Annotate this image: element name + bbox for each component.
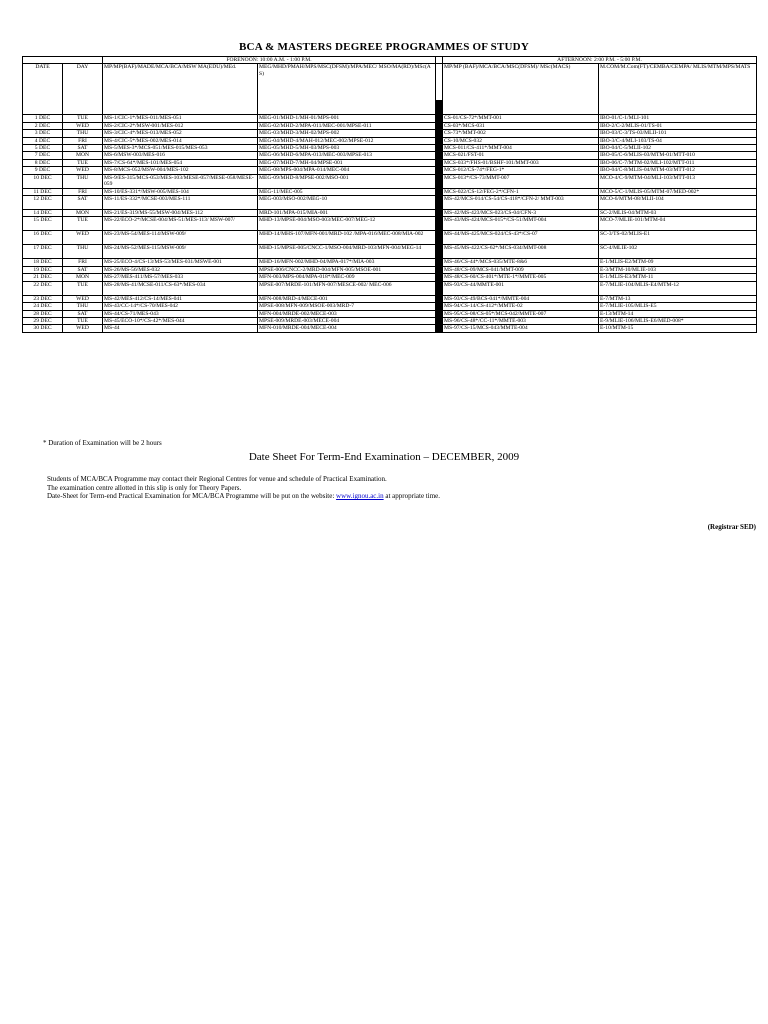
day-cell: THU xyxy=(63,174,103,188)
date-cell: 10 DEC xyxy=(23,174,63,188)
separator-cell xyxy=(436,281,443,295)
table-row xyxy=(23,325,757,332)
afternoon-group1-cell: MS-94/CS-14/CS-412*/MMTE-02 xyxy=(443,303,599,310)
forenoon-group1-cell: MS-22/ECO-2*/MCSE-004/MS-51/MES-113/ MSW-007/ xyxy=(103,217,258,231)
separator-cell xyxy=(436,245,443,259)
forenoon-group2-cell: MFN-010/MRDE-004/MECE-004 xyxy=(258,325,436,332)
forenoon-group2-cell: MEG-03/MHD-3/MH-02/MPS-002 xyxy=(258,130,436,137)
date-cell: 1 DEC xyxy=(23,115,63,122)
day-cell: MON xyxy=(63,152,103,159)
forenoon-session-header: FORENOON: 10:00 A.M. - 1:00 P.M. xyxy=(103,57,436,64)
afternoon-group1-cell: MS-48/CS-09/MCS-041/MMT-009 xyxy=(443,266,599,273)
forenoon-group1-cell: MS-42/MES-412/CS-14/MES-041 xyxy=(103,295,258,302)
afternoon-group2-cell: IBO-01/C-1/MLI-101 xyxy=(599,115,757,122)
forenoon-group1-cell: MS-44/CS-71/MES-043 xyxy=(103,310,258,317)
table-row xyxy=(23,259,757,266)
forenoon-group1-cell: MS-5/MES-3*/MCS-051/MES-015/MES-053 xyxy=(103,145,258,152)
forenoon-group1-cell: MS-21/ES-319/MS-55/MSW-004/MES-112 xyxy=(103,210,258,217)
forenoon-group1-cell: MS-1/CIC-1*/MES-011/MES-051 xyxy=(103,115,258,122)
day-cell: WED xyxy=(63,295,103,302)
table-row xyxy=(23,167,757,174)
table-row xyxy=(23,303,757,310)
forenoon-group1-cell: MS-6/MSW-003/MES-016 xyxy=(103,152,258,159)
forenoon-group2-cell: MEG-07/MHD-7/MH-04/MPSE-001 xyxy=(258,159,436,166)
forenoon-group2-cell: MEG-11/MEC-005 xyxy=(258,188,436,195)
table-row xyxy=(23,245,757,259)
blank-header-cell xyxy=(23,57,103,64)
afternoon-group1-cell: MS-42/MS-423/MCS-023/CS-04/CFN-3 xyxy=(443,210,599,217)
day-cell: TUE xyxy=(63,159,103,166)
afternoon-group2-cell: E-13/MTM-14 xyxy=(599,310,757,317)
instruction-line-3 xyxy=(47,492,747,501)
afternoon-group1-cell: MS-95/CS-08/CS-05*/MCS-042/MMTE-007 xyxy=(443,310,599,317)
separator-header-cell xyxy=(436,57,443,64)
separator-cell xyxy=(436,115,443,122)
separator-cell xyxy=(436,310,443,317)
forenoon-group1-cell: MS-24/MS-52/MES-115/MSW-009/ xyxy=(103,245,258,259)
instruction-line-2: The examination centre allotted in this slip is only for Theory Papers. xyxy=(47,483,242,492)
date-cell: 21 DEC xyxy=(23,274,63,281)
forenoon-group1-cell: MS-25/ECO-4/CS-13/MS-53/MES-031/MSWE-001 xyxy=(103,259,258,266)
forenoon-group1-header: MP/MP(BAF)/MADE/MCA/BCA/MSW MA(EDU)/MEd. xyxy=(103,64,258,115)
instruction-line-1: Students of MCA/BCA Programme may contact their Regional Centres for venue and schedule of Practical Examination. xyxy=(47,475,387,483)
forenoon-group2-cell: MEG-08/MPS-004/MPA-014/MEC-004 xyxy=(258,167,436,174)
separator-cell xyxy=(436,266,443,273)
table-row xyxy=(23,115,757,122)
afternoon-group1-cell: MS-93/CS-44/MMTE-001 xyxy=(443,281,599,295)
separator-cell xyxy=(436,317,443,324)
separator-cell xyxy=(436,274,443,281)
afternoon-group2-cell: SC-2/MLIS-04/MTM-03 xyxy=(599,210,757,217)
separator-cell xyxy=(436,122,443,129)
forenoon-group2-cell: MHD-15/MPSE-005/CNCC-1/MSO-004/MRD-103/MFN-004/MEG-14 xyxy=(258,245,436,259)
separator-cell xyxy=(436,145,443,152)
afternoon-group2-cell: E-1/MLIS-E2/MTM-09 xyxy=(599,259,757,266)
afternoon-group2-cell: E-3/MTM-10/MLIE-103 xyxy=(599,266,757,273)
date-cell: 30 DEC xyxy=(23,325,63,332)
page-title: BCA & MASTERS DEGREE PROGRAMMES OF STUDY xyxy=(239,41,529,53)
afternoon-group1-cell: MCS-021/FST-01 xyxy=(443,152,599,159)
afternoon-group1-cell: MS-46/CS-44*/MCS-035/MTE-8&6 xyxy=(443,259,599,266)
date-sheet-subtitle: Date Sheet For Term-End Examination – DECEMBER, 2009 xyxy=(248,451,520,463)
day-cell: TUE xyxy=(63,115,103,122)
day-cell: WED xyxy=(63,325,103,332)
afternoon-group1-cell: MS-96/CS-48*/CC-11*/MMTE-003 xyxy=(443,317,599,324)
forenoon-group1-cell: MS-44 xyxy=(103,325,258,332)
instructions-block xyxy=(47,475,747,501)
afternoon-group2-cell: MCO-7/MLIE-101/MTM-04 xyxy=(599,217,757,231)
date-cell: 24 DEC xyxy=(23,303,63,310)
forenoon-group2-cell: MPSE-009/MRDE-003/MECE-004 xyxy=(258,317,436,324)
separator-cell xyxy=(436,64,443,115)
date-cell: 15 DEC xyxy=(23,217,63,231)
table-row xyxy=(23,152,757,159)
table-row xyxy=(23,196,757,210)
separator-cell xyxy=(436,295,443,302)
afternoon-group1-cell: CS-01/CS-72*/MMT-001 xyxy=(443,115,599,122)
forenoon-group1-cell: MS-3/CIC-4*/MES-013/MES-052 xyxy=(103,130,258,137)
schedule-rows xyxy=(23,115,757,332)
day-cell: WED xyxy=(63,231,103,245)
afternoon-group1-cell: MS-45/MS-422/CS-62*/MCS-034/MMT-008 xyxy=(443,245,599,259)
day-cell: FRI xyxy=(63,188,103,195)
date-cell: 7 DEC xyxy=(23,152,63,159)
table-row xyxy=(23,274,757,281)
forenoon-group1-cell: MS-8/MCS-052/MSW-004/MES-102 xyxy=(103,167,258,174)
instruction-line-3-suffix: at appropriate time. xyxy=(383,492,440,501)
afternoon-group1-cell: MCS-013*/CS-73/MMT-007 xyxy=(443,174,599,188)
table-row xyxy=(23,217,757,231)
afternoon-group2-cell: IBO-03/C-3/TS-03/MLII-101 xyxy=(599,130,757,137)
forenoon-group2-cell: MEG-06/MHD-6/MPA-013/MEC-003/MPSE-013 xyxy=(258,152,436,159)
date-cell: 11 DEC xyxy=(23,188,63,195)
afternoon-group1-cell: MS-42/MCS-014/CS-54/CS-418*/CFN-2/ MMT-003 xyxy=(443,196,599,210)
afternoon-group2-cell: MCO-6/MTM-08/MLII-104 xyxy=(599,196,757,210)
afternoon-group2-cell: MCO-4/C-9/MTM-04/MLI-103/MTT-013 xyxy=(599,174,757,188)
table-row xyxy=(23,145,757,152)
afternoon-group1-cell: MCS-011/CS-411*/MMT-004 xyxy=(443,145,599,152)
afternoon-group2-cell: IBO-04/C-8/MLIS-04/MTM-03/MTT-012 xyxy=(599,167,757,174)
forenoon-group2-cell: MEG-09/MHD-8/MPSE-002/MSO-001 xyxy=(258,174,436,188)
separator-cell xyxy=(436,210,443,217)
afternoon-group1-cell: MS-48/CS-60/CS-401*/MTE-1*/MMTE-005 xyxy=(443,274,599,281)
afternoon-group1-cell: MCS-033*/FHS-01/BSHF-101/MMT-003 xyxy=(443,159,599,166)
date-cell: 29 DEC xyxy=(23,317,63,324)
separator-cell xyxy=(436,231,443,245)
afternoon-group2-cell: IBO-3/C-4/MLI-103/TS-04 xyxy=(599,137,757,144)
day-cell: SAT xyxy=(63,266,103,273)
forenoon-group2-cell: MEG-003/MSO-002/MEG-10 xyxy=(258,196,436,210)
forenoon-group1-cell: MS-45/ECO-10*/CS-42*/MES-044 xyxy=(103,317,258,324)
table-row xyxy=(23,188,757,195)
forenoon-group2-cell: MEG-04/MHD-4/MAH-012/MEC-002/MPSE-012 xyxy=(258,137,436,144)
afternoon-group1-cell: CS-10/MCS-032 xyxy=(443,137,599,144)
table-row xyxy=(23,231,757,245)
table-row xyxy=(23,210,757,217)
afternoon-group2-cell: E-1/MLIS-E3/MTM-11 xyxy=(599,274,757,281)
afternoon-group2-cell: E-10/MTM-15 xyxy=(599,325,757,332)
date-cell: 12 DEC xyxy=(23,196,63,210)
forenoon-group2-cell: MFN-008/MRD-4/MECE-001 xyxy=(258,295,436,302)
day-cell: SAT xyxy=(63,196,103,210)
afternoon-group1-header: MP/MP (BAF)/MCA/BCA/MSC(DFSM)/ MSc(MACS) xyxy=(443,64,599,115)
separator-cell xyxy=(436,159,443,166)
table-row xyxy=(23,174,757,188)
afternoon-group1-cell: MS-93/CS-49/BCS-041*/MMTE-004 xyxy=(443,295,599,302)
forenoon-group2-cell: MHD-13/MPSE-004/MSO-003/MEC-007/MEG-12 xyxy=(258,217,436,231)
day-column-header: DAY xyxy=(63,64,103,115)
afternoon-group2-cell: MCO-5/C-1/MLIS-05/MTM-07/MED-002* xyxy=(599,188,757,195)
day-cell: TUE xyxy=(63,281,103,295)
date-cell: 2 DEC xyxy=(23,122,63,129)
day-cell: THU xyxy=(63,303,103,310)
date-cell: 9 DEC xyxy=(23,167,63,174)
afternoon-group1-cell: MCS-022/CS-12/FEG-2*/CFN-1 xyxy=(443,188,599,195)
day-cell: WED xyxy=(63,122,103,129)
date-cell: 3 DEC xyxy=(23,130,63,137)
forenoon-group1-cell: MS-23/MS-54/MES-114/MSW-009/ xyxy=(103,231,258,245)
forenoon-group2-cell: MHD-16/MFN-002/MHD-04/MPA-017*/MIA-003 xyxy=(258,259,436,266)
date-cell: 8 DEC xyxy=(23,159,63,166)
afternoon-group1-cell: MS-43/MS-424/MCS-015*/CS-51/MMT-004 xyxy=(443,217,599,231)
forenoon-group1-cell: MS-7/CS-64*/MES-101/MES-054 xyxy=(103,159,258,166)
date-cell: 14 DEC xyxy=(23,210,63,217)
forenoon-group2-cell: MEG-05/MHD-5/MH-03/MPS-003 xyxy=(258,145,436,152)
website-link[interactable]: www.ignou.ac.in xyxy=(336,492,384,501)
afternoon-group1-cell: CS-73*/MMT-002 xyxy=(443,130,599,137)
afternoon-group2-cell: SC-4/MLIE-102 xyxy=(599,245,757,259)
forenoon-group1-cell: MS-43/CC-14*/CS-70/MES-042 xyxy=(103,303,258,310)
afternoon-group2-cell: E-7/MLIE-105/MLIS-E5 xyxy=(599,303,757,310)
day-cell: WED xyxy=(63,167,103,174)
forenoon-group2-cell: MEG-01/MHD-1/MH-01/MPS-001 xyxy=(258,115,436,122)
afternoon-group2-cell: E-9/MLIE-106/MLIS-E6/MED-008* xyxy=(599,317,757,324)
afternoon-group2-cell: IBO-2/C-2/MLIS-01/TS-01 xyxy=(599,122,757,129)
afternoon-group1-cell: MS-44/MS-425/MCS-024/CS-43*/CS-07 xyxy=(443,231,599,245)
forenoon-group2-cell: MFN-003/MPS-004/MPA-018*/MEC-009 xyxy=(258,274,436,281)
table-row xyxy=(23,317,757,324)
separator-cell xyxy=(436,325,443,332)
forenoon-group2-cell: MFN-004/MRDE-002/MECE-003 xyxy=(258,310,436,317)
forenoon-group2-cell: MPSE-007/MRDE-101/MFN-007/MESCE-002/ MEC-006 xyxy=(258,281,436,295)
forenoon-group2-cell: MPSE-006/CNCC-2/MRD-004/MFN-005/MSOE-001 xyxy=(258,266,436,273)
afternoon-group2-header: M.COM/M.Com(FT)/CEMBA/CEMPA/ MLIS/MTM/MPS/MATS xyxy=(599,64,757,115)
registrar-signature: (Registrar SED) xyxy=(707,523,756,531)
table-row xyxy=(23,310,757,317)
afternoon-group2-cell: IBO-05/C-6/MLIS-03/MTM-01/MTT-010 xyxy=(599,152,757,159)
day-cell: SAT xyxy=(63,145,103,152)
forenoon-group1-cell: MS-10/ES-331*/MSW-005/MES-104 xyxy=(103,188,258,195)
table-row xyxy=(23,122,757,129)
afternoon-group2-cell: E-7/MTM-13 xyxy=(599,295,757,302)
date-cell: 28 DEC xyxy=(23,310,63,317)
forenoon-group1-cell: MS-27/MES-411/MS-57/MES-033 xyxy=(103,274,258,281)
instruction-line-3-prefix: Date-Sheet for Term-end Practical Examination for MCA/BCA Programme will be put on the website: xyxy=(47,492,337,501)
forenoon-group1-cell: MS-28/MS-41/MCSE-011/CS-63*/MES-034 xyxy=(103,281,258,295)
afternoon-group2-cell: SC-3/TS-02/MLIS-E1 xyxy=(599,231,757,245)
day-cell: THU xyxy=(63,130,103,137)
date-cell: 16 DEC xyxy=(23,231,63,245)
forenoon-group2-header: MEG/MHD/PMAH/MPS/MSC(DFSM)/MPA/MEC/ MSO/MA(RD)/MSc(AS) xyxy=(258,64,436,115)
separator-cell xyxy=(436,167,443,174)
afternoon-group1-cell: CS-03*/MCS-031 xyxy=(443,122,599,129)
afternoon-group2-cell: E-7/MLIE-104/MLIS-E4/MTM-12 xyxy=(599,281,757,295)
table-row xyxy=(23,281,757,295)
forenoon-group1-cell: MS-11/ES-332*/MCSE-003/MES-111 xyxy=(103,196,258,210)
date-cell: 5 DEC xyxy=(23,145,63,152)
table-row xyxy=(23,159,757,166)
afternoon-group1-cell: MS-97/CS-15/MCS-043/MMTE-004 xyxy=(443,325,599,332)
table-row xyxy=(23,137,757,144)
separator-cell xyxy=(436,259,443,266)
forenoon-group1-cell: MS-26/MS-56/MES-032 xyxy=(103,266,258,273)
afternoon-group2-cell: IBO-06/C-7/MTM-02/MLI-102/MTT-011 xyxy=(599,159,757,166)
separator-cell xyxy=(436,174,443,188)
separator-cell xyxy=(436,137,443,144)
forenoon-group1-cell: MS-2/CIC-2*/MSW-001/MES-012 xyxy=(103,122,258,129)
day-cell: FRI xyxy=(63,259,103,266)
date-cell: 19 DEC xyxy=(23,266,63,273)
duration-note: * Duration of Examination will be 2 hours xyxy=(43,439,162,447)
table-row xyxy=(23,130,757,137)
afternoon-group1-cell: MCS-012/CS-74*/FEG-1* xyxy=(443,167,599,174)
forenoon-group2-cell: MPSE-008/MFN-009/MSOE-003/MRD-7 xyxy=(258,303,436,310)
forenoon-group1-cell: MS-4/CIC-5*/MES-002/MES-014 xyxy=(103,137,258,144)
afternoon-group2-cell: IBO-04/C-5/MLII-102 xyxy=(599,145,757,152)
separator-cell xyxy=(436,152,443,159)
forenoon-group1-cell: MS-9/ES-315/MCS-053/MES-103/MESE-057/MESE-058/MESE-059 xyxy=(103,174,258,188)
date-cell: 23 DEC xyxy=(23,295,63,302)
day-cell: TUE xyxy=(63,317,103,324)
date-cell: 22 DEC xyxy=(23,281,63,295)
exam-schedule-table xyxy=(22,56,757,333)
separator-cell xyxy=(436,303,443,310)
day-cell: FRI xyxy=(63,137,103,144)
date-cell: 18 DEC xyxy=(23,259,63,266)
day-cell: TUE xyxy=(63,217,103,231)
table-row xyxy=(23,266,757,273)
separator-cell xyxy=(436,196,443,210)
separator-cell xyxy=(436,188,443,195)
day-cell: SAT xyxy=(63,310,103,317)
table-row xyxy=(23,295,757,302)
date-column-header: DATE xyxy=(23,64,63,115)
forenoon-group2-cell: MHD-14/MHS-107/MFN-001/MRD-102 /MPA-016/MEC-008/MIA-002 xyxy=(258,231,436,245)
date-cell: 17 DEC xyxy=(23,245,63,259)
day-cell: MON xyxy=(63,210,103,217)
forenoon-group2-cell: MRD-101/MPA-015/MIA-001 xyxy=(258,210,436,217)
day-cell: MON xyxy=(63,274,103,281)
separator-cell xyxy=(436,130,443,137)
forenoon-group2-cell: MEG-02/MHD-2/MPA-011/MEC-001/MPSE-011 xyxy=(258,122,436,129)
day-cell: THU xyxy=(63,245,103,259)
separator-cell xyxy=(436,217,443,231)
afternoon-session-header: AFTERNOON: 2:00 P.M. - 5:00 P.M. xyxy=(443,57,757,64)
date-cell: 4 DEC xyxy=(23,137,63,144)
